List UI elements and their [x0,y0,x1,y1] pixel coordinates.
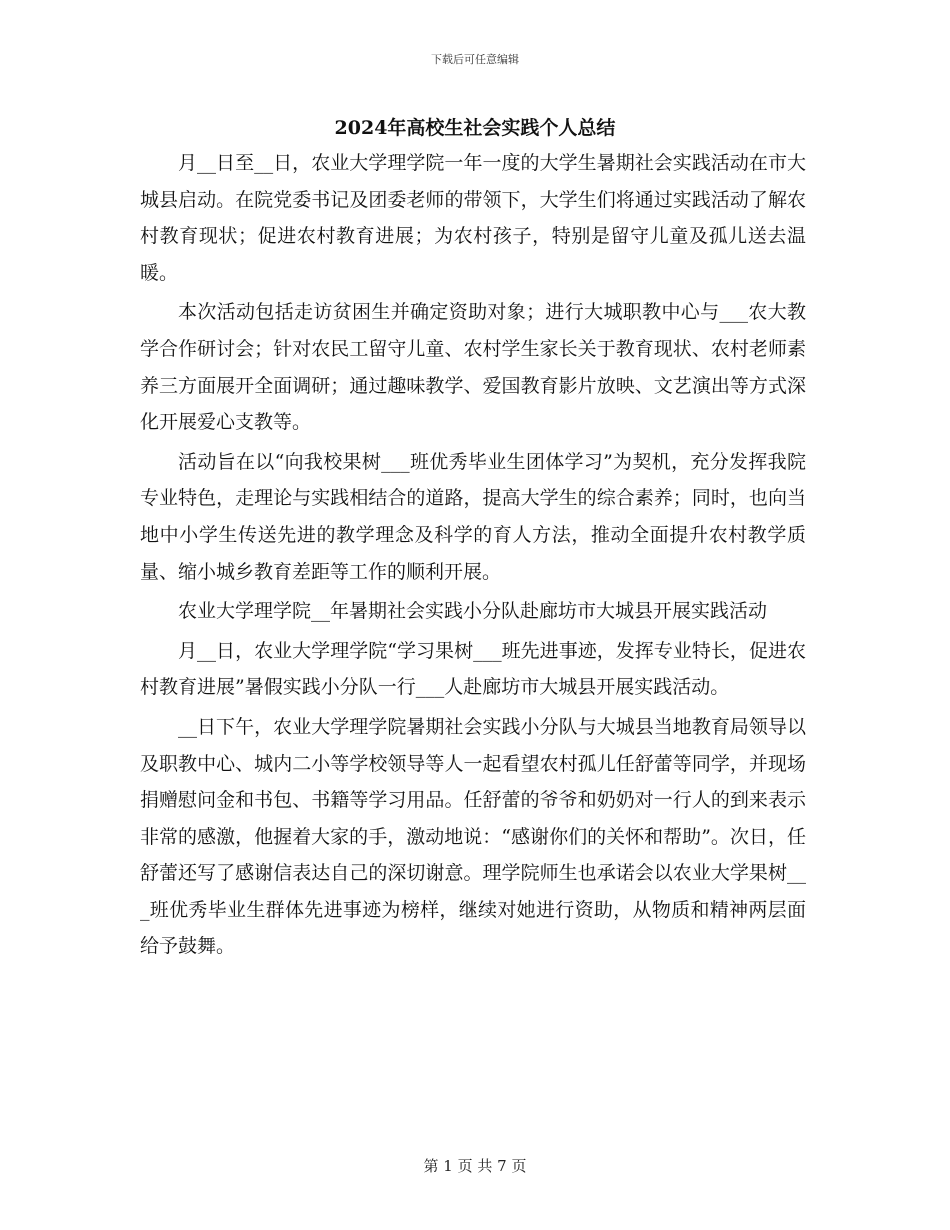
page-indicator: 第 1 页 共 7 页 [423,1157,527,1175]
paragraph-2: 本次活动包括走访贫困生并确定资助对象；进行大城职教中心与___农大教学合作研讨会；针对农民工留守儿童、农村学生家长关于教育现状、农村老师素养三方面展开全面调研；通过趣味教学、爱国教育影片放映、文艺演出等方式深化开展爱心支教等。 [140,301,806,434]
header-note: 下载后可任意编辑 [431,53,519,66]
paragraph-5: 月__日，农业大学理学院“学习果树___班先进事迹，发挥专业特长，促进农村教育进展”暑假实践小分队一行___人赴廊坊市大城县开展实践活动。 [140,639,806,699]
paragraph-3: 活动旨在以“向我校果树___班优秀毕业生团体学习”为契机，充分发挥我院专业特色，走理论与实践相结合的道路，提高大学生的综合素养；同时，也向当地中小学生传送先进的教学理念及科学的育人方法，推动全面提升农村教学质量、缩小城乡教育差距等工作的顺利开展。 [140,450,806,583]
paragraph-1: 月__日至__日，农业大学理学院一年一度的大学生暑期社会实践活动在市大城县启动。在院党委书记及团委老师的带领下，大学生们将通过实践活动了解农村教育现状；促进农村教育进展；为农村孩子，特别是留守儿童及孤儿送去温暖。 [140,152,806,284]
document-body [140,145,806,968]
paragraph-6: __日下午，农业大学理学院暑期社会实践小分队与大城县当地教育局领导以及职教中心、城内二小等学校领导等人一起看望农村孤儿任舒蕾等同学，并现场捐赠慰问金和书包、书籍等学习用品。任舒蕾的爷爷和奶奶对一行人的到来表示非常的感激，他握着大家的手，激动地说：“感谢你们的关怀和帮助”。次日，任舒蕾还写了感谢信表达自己的深切谢意。理学院师生也承诺会以农业大学果树___班优秀毕业生群体先进事迹为榜样，继续对她进行资助，从物质和精神两层面给予鼓舞。 [140,715,806,958]
document-title: 2024年高校生社会实践个人总结 [334,117,616,139]
paragraph-4: 农业大学理学院__年暑期社会实践小分队赴廊坊市大城县开展实践活动 [178,600,768,623]
